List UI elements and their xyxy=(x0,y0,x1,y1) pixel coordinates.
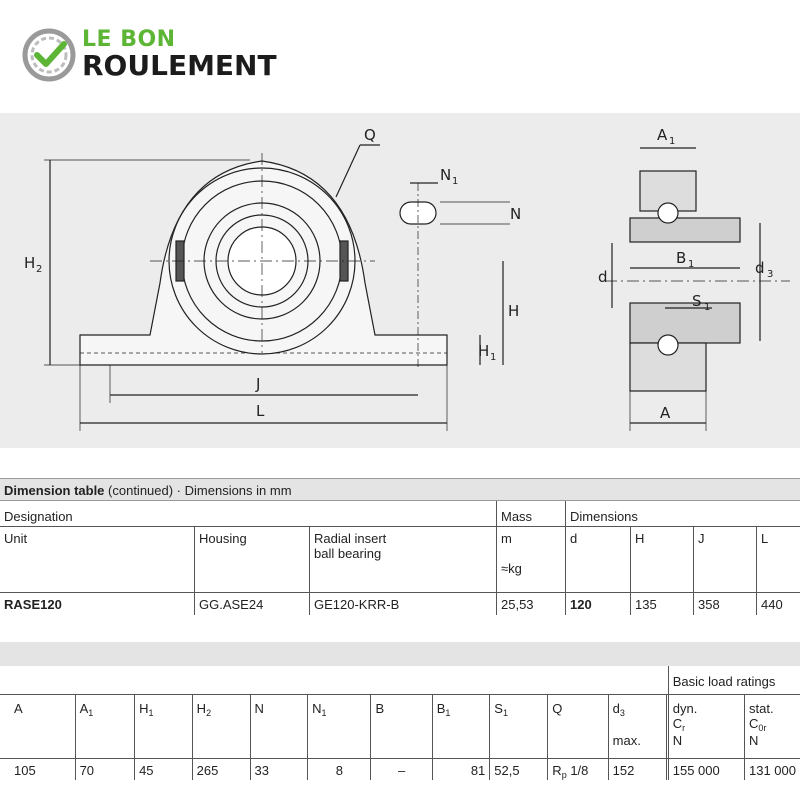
label-s1-sub: 1 xyxy=(704,302,711,313)
bearing-check-icon xyxy=(22,28,76,82)
label-h2: H xyxy=(24,254,36,272)
label-h1: H xyxy=(478,342,490,360)
load-rating-table: Basic load ratings A $A_1$ $H_1$ $H_2$ N $N_1$ B $B_1$ $S_1$ Q $d_3$ max. dyn. $C_r$ N stat. $C_{0r}$ N 105 70 45 265 33 8 – 81 52,5 $R_p$ 1/8 152 155 000 131 000 xyxy=(0,642,800,780)
drawing-canvas xyxy=(0,113,800,448)
table-title: Dimension table (continued) · Dimensions in mm xyxy=(0,479,800,501)
d-header: d xyxy=(566,527,631,593)
brand-line1: LE BON xyxy=(82,27,176,52)
label-d: d xyxy=(598,268,608,286)
label-b1-sub: 1 xyxy=(688,259,695,270)
label-n: N xyxy=(510,205,522,223)
label-j: J xyxy=(256,375,261,393)
designation-header: Designation xyxy=(0,501,497,527)
mass-header: Mass xyxy=(497,501,566,527)
label-a: A xyxy=(660,404,671,422)
label-n1-sub: 1 xyxy=(452,176,459,187)
label-h2-sub: 2 xyxy=(36,264,43,275)
label-d3: d xyxy=(755,259,765,277)
unit-header: Unit xyxy=(0,527,195,593)
l-header: L xyxy=(757,527,800,593)
label-a1: A xyxy=(657,126,668,144)
brand-line2: ROULEMENT xyxy=(82,49,277,82)
dimensions-header: Dimensions xyxy=(566,501,800,527)
housing-header: Housing xyxy=(195,527,310,593)
table-row: 105 70 45 265 33 8 – 81 52,5 $R_p$ 1/8 152 155 000 131 000 xyxy=(0,758,800,780)
insert-header: Radial insert ball bearing xyxy=(310,527,497,593)
label-q: Q xyxy=(364,126,376,144)
label-a1-sub: 1 xyxy=(669,136,676,147)
basic-load-header: Basic load ratings xyxy=(668,666,800,694)
table-row: RASE120 GG.ASE24 GE120-KRR-B 25,53 120 135 358 440 xyxy=(0,593,800,615)
h-header: H xyxy=(631,527,694,593)
label-h1-sub: 1 xyxy=(490,352,497,363)
label-l: L xyxy=(256,402,265,420)
j-header: J xyxy=(694,527,757,593)
mass-unit: m ≈kg xyxy=(497,527,566,593)
label-h: H xyxy=(508,302,520,320)
label-b1: B xyxy=(676,249,687,267)
dimension-table xyxy=(0,478,800,615)
label-d3-sub: 3 xyxy=(767,269,774,280)
label-s1: S xyxy=(692,292,702,310)
brand-logo xyxy=(22,26,322,84)
technical-drawing xyxy=(0,113,800,448)
label-n1: N xyxy=(440,166,452,184)
